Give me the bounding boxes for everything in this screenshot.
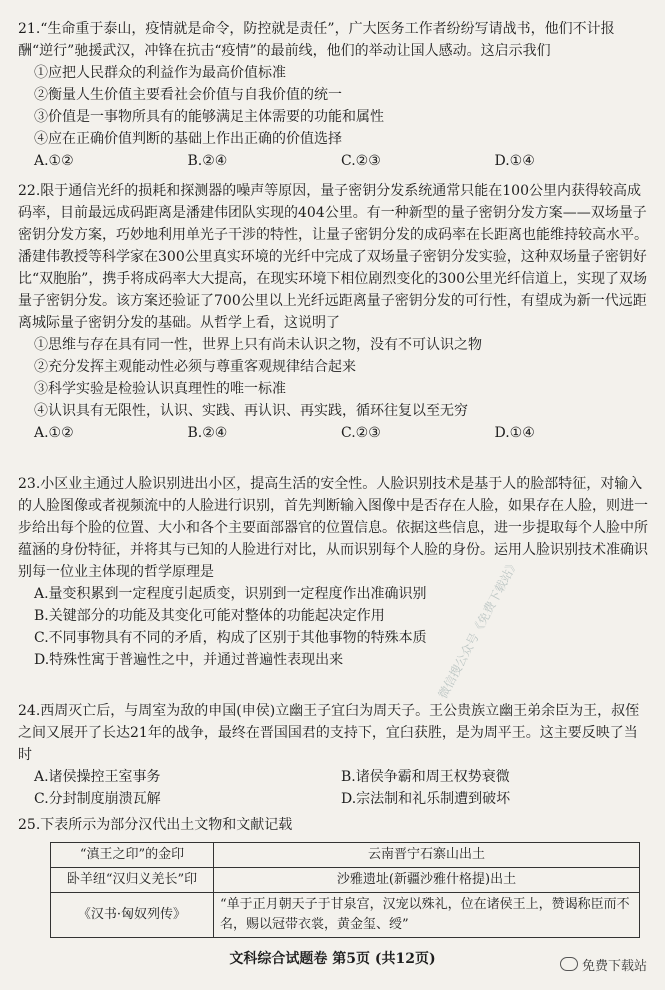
q21-choice-d: D.①④ — [494, 153, 535, 169]
q22-option-4: ④认识具有无限性，认识、实践、再认识、再实践，循环往复以至无穷 — [34, 403, 468, 419]
table-cell: 卧羊纽“汉归义羌长”印 — [51, 868, 214, 893]
table-cell: 云南晋宁石寨山出土 — [214, 843, 640, 868]
question-21 — [18, 18, 648, 172]
page-footer: 文科综合试题卷 第5页 (共12页) — [229, 951, 436, 967]
q22-option-3: ③科学实验是检验认识真理性的唯一标准 — [34, 381, 286, 397]
q24-choice-b: B.诸侯争霸和周王权势衰微 — [341, 769, 510, 785]
q24-choices-row-2 — [18, 788, 648, 810]
table-cell: 沙雅遗址(新疆沙雅什格提)出土 — [214, 868, 640, 893]
q22-choice-b: B.②④ — [187, 425, 228, 441]
q24-choice-c: C.分封制度崩溃瓦解 — [34, 791, 161, 807]
watermark-stamp: 微信搜公众号《免费下载站》 — [435, 556, 522, 701]
table-row — [51, 843, 640, 868]
q21-option-3: ③价值是一事物所具有的能够满足主体需要的功能和属性 — [34, 109, 384, 125]
artifact-table — [50, 842, 640, 938]
q21-choice-a: A.①② — [34, 153, 74, 169]
question-25-stem: 25.下表所示为部分汉代出土文物和文献记载 — [18, 817, 293, 833]
watermark — [560, 955, 647, 974]
watermark-text: 免费下载站 — [581, 959, 647, 974]
q22-choice-c: C.②③ — [341, 425, 381, 441]
q22-choice-a: A.①② — [34, 425, 74, 441]
q21-choice-b: B.②④ — [187, 153, 228, 169]
q21-option-4: ④应在正确价值判断的基础上作出正确的价值选择 — [34, 131, 342, 147]
q21-choices — [18, 150, 648, 172]
question-22-stem: 22.限于通信光纤的损耗和探测器的噪声等原因，量子密钥分发系统通常只能在100公里内获得较高成码率，目前最远成码距离是潘建伟团队实现的404公里。有一种新型的量子密钥分发方案——双场量子密钥分发方案，巧妙地利用单光子干涉的特性，让量子密钥分发的成码率在长距离也能维持较高水平。潘建伟教授等科学家在300公里真实环境的光纤中完成了双场量子密钥分发实验，这种双场量子密钥好比“双胞胎”，携手将成码率大大提高，在现实环境下相位剧烈变化的300公里光纤信道上，实现了双场量子密钥分发。该方案还验证了700公里以上光纤远距离量子密钥分发的可行性，有望成为新一代远距离城际量子密钥分发的基础。从哲学上看，这说明了 — [18, 183, 648, 331]
question-21-stem: 21.“生命重于泰山，疫情就是命令，防控就是责任”，广大医务工作者纷纷写请战书，他们不计报酬“逆行”驰援武汉，冲锋在抗击“疫情”的最前线，他们的举动让国人感动。这启示我们 — [18, 21, 615, 59]
q24-choice-d: D.宗法制和礼乐制遭到破坏 — [341, 791, 511, 807]
question-23-stem: 23.小区业主通过人脸识别进出小区，提高生活的安全性。人脸识别技术是基于人的脸部特征，对输入的人脸图像或者视频流中的人脸进行识别，首先判断输入图像中是否存在人脸，如果存在人脸，则进一步给出每个脸的位置、大小和各个主要面部器官的位置信息。依据这些信息，进一步提取每个人脸中所蕴涵的身份特征，并将其与已知的人脸进行对比，从而识别每个人脸的身份。运用人脸识别技术准确识别每一位业主体现的哲学原理是 — [18, 476, 648, 580]
table-row — [51, 893, 640, 938]
q21-choice-c: C.②③ — [341, 153, 381, 169]
q23-choice-b: B.关键部分的功能及其变化可能对整体的功能起决定作用 — [34, 608, 385, 624]
question-24-stem: 24.西周灭亡后，与周室为敌的申国(申侯)立幽王子宜臼为周天子。王公贵族立幽王弟余臣为王，叔侄之间又展开了长达21年的战争，最终在晋国国君的支持下，宜臼获胜，是为周平王。这主要反映了当时 — [18, 703, 640, 763]
question-22 — [18, 180, 648, 444]
q22-option-1: ①思维与存在具有同一性，世界上只有尚未认识之物，没有不可认识之物 — [34, 337, 482, 353]
q22-choice-d: D.①④ — [494, 425, 535, 441]
q23-choice-a: A.量变积累到一定程度引起质变，识别到一定程度作出准确识别 — [34, 586, 427, 602]
q23-choice-c: C.不同事物具有不同的矛盾，构成了区别于其他事物的特殊本质 — [34, 630, 427, 646]
q21-option-1: ①应把人民群众的利益作为最高价值标准 — [34, 65, 286, 81]
wechat-icon — [560, 957, 578, 971]
q22-option-2: ②充分发挥主观能动性必须与尊重客观规律结合起来 — [34, 359, 356, 375]
table-cell: “滇王之印”的金印 — [51, 843, 214, 868]
q24-choices-row-1 — [18, 766, 648, 788]
q23-choice-d: D.特殊性寓于普遍性之中，并通过普遍性表现出来 — [34, 652, 344, 668]
q24-choice-a: A.诸侯操控王室事务 — [34, 769, 161, 785]
table-row — [51, 868, 640, 893]
q21-option-2: ②衡量人生价值主要看社会价值与自我价值的统一 — [34, 87, 342, 103]
table-cell: 《汉书·匈奴列传》 — [51, 893, 214, 938]
question-24 — [18, 700, 648, 810]
q22-choices — [18, 422, 648, 444]
table-cell: “单于正月朝天子于甘泉宫，汉宠以殊礼，位在诸侯王上，赞谒称臣而不名，赐以冠带衣裳，黄金玺、绶” — [214, 893, 640, 938]
question-23 — [18, 473, 648, 671]
question-25 — [18, 814, 648, 836]
